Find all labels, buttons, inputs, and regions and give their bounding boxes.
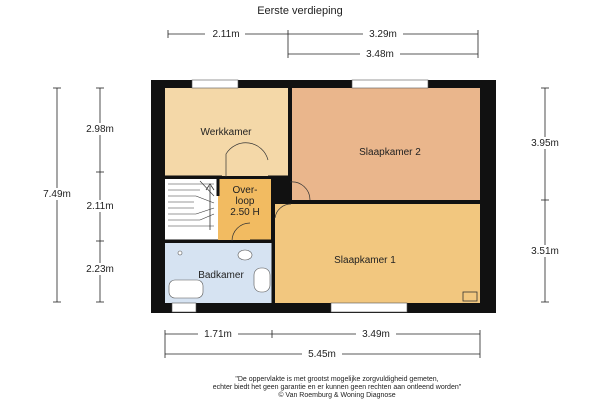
window-badkamer	[172, 303, 196, 312]
label-overloop-2: loop	[235, 196, 255, 207]
right-dimensions	[541, 88, 549, 302]
dim-top-left: 2.11m	[212, 29, 240, 40]
sink-icon	[238, 250, 252, 260]
disclaimer-line-2: echter biedt het geen garantie en er kunnen geen rechten aan ontleend worden"	[212, 384, 462, 391]
dim-bottom-right: 3.49m	[362, 329, 390, 340]
dim-left-middle: 2.11m	[86, 201, 114, 212]
window-slaapkamer-1	[331, 303, 407, 312]
label-slaapkamer-2: Slaapkamer 2	[359, 147, 421, 158]
label-slaapkamer-1: Slaapkamer 1	[334, 255, 396, 266]
dim-bottom-total: 5.45m	[308, 349, 336, 360]
disclaimer-line-1: "De oppervlakte is met grootst mogelijke zorgvuldigheid gemeten,	[235, 376, 439, 383]
label-werkkamer: Werkkamer	[200, 127, 252, 138]
dim-top-right: 3.29m	[369, 29, 397, 40]
dim-left-lower: 2.23m	[86, 264, 114, 275]
bathtub-icon	[169, 280, 203, 298]
room-slaapkamer-2	[292, 88, 480, 200]
dim-left-upper: 2.98m	[86, 124, 114, 135]
dim-bottom-left: 1.71m	[204, 329, 232, 340]
label-overloop-height: 2.50 H	[230, 207, 260, 218]
label-badkamer: Badkamer	[198, 270, 244, 281]
disclaimer-copyright: © Van Roemburg & Woning Diagnose	[278, 392, 396, 399]
toilet-icon	[254, 268, 270, 292]
dim-right-lower: 3.51m	[531, 246, 559, 257]
room-slaapkamer-1	[275, 204, 480, 303]
shower-icon	[178, 251, 182, 255]
dim-left-total: 7.49m	[43, 189, 71, 200]
dim-top-total: 3.48m	[366, 49, 394, 60]
dim-right-upper: 3.95m	[531, 138, 559, 149]
plan-title: Eerste verdieping	[257, 5, 343, 17]
window-slaapkamer-2	[352, 80, 428, 88]
label-overloop-1: Over-	[232, 185, 258, 196]
window-werkkamer	[192, 80, 238, 88]
